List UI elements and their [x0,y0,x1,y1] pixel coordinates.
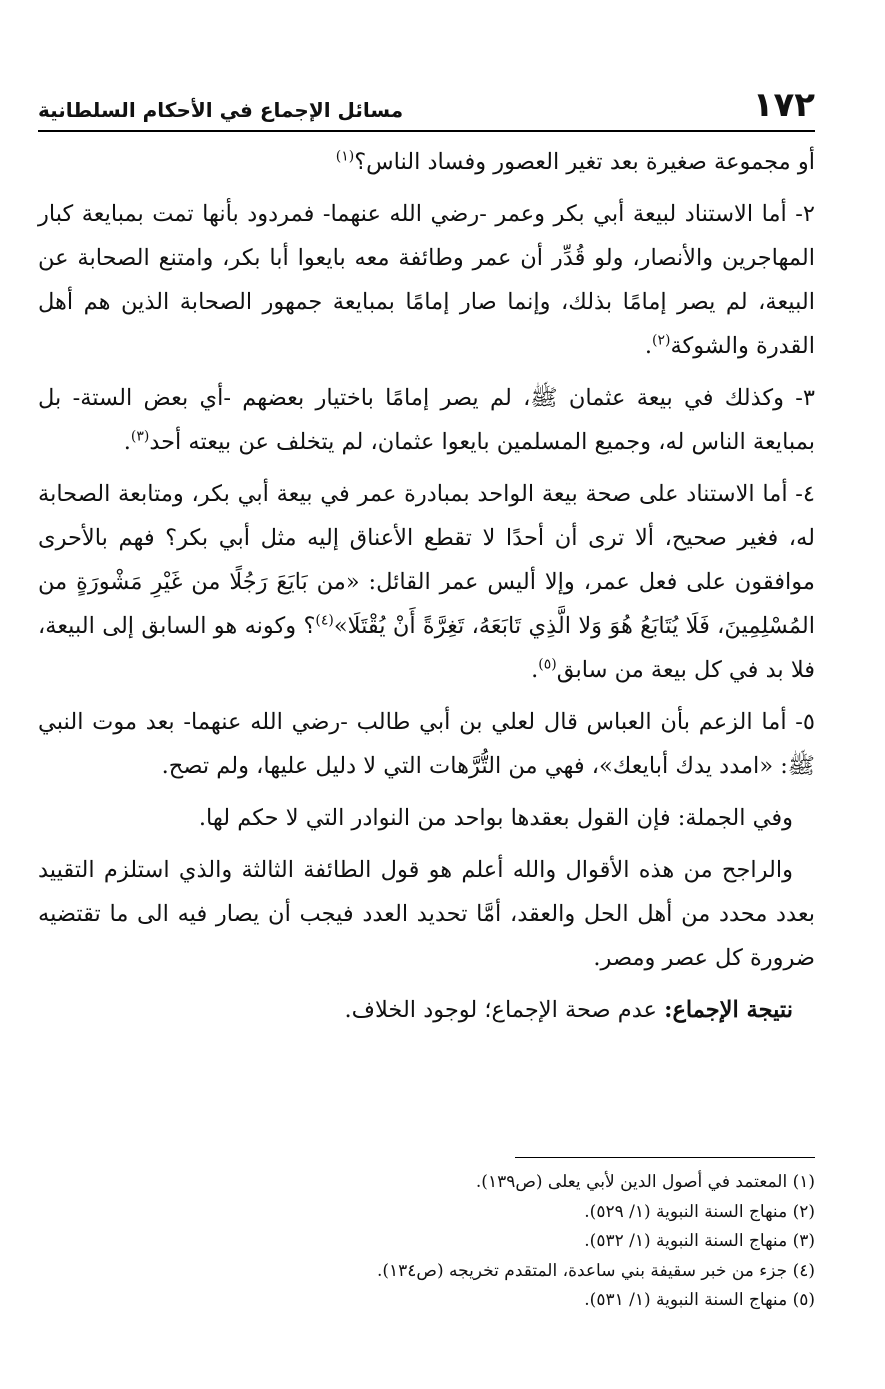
footnote-5: (٥) منهاج السنة النبوية (١/ ٥٣١). [584,1290,815,1310]
footnote-ref-3: (٣) [130,428,150,445]
paragraph-2: ٢- أما الاستناد لبيعة أبي بكر وعمر -رضي الله عنهما- فمردود بأنها تمت بمبايعة كبار المهاجرين والأنصار، ولو قُدِّر أن عمر وطائفة معه بايعوا أبا بكر، وامتنع الصحابة عن البيعة، لم يصر إمامًا بذلك، وإنما صار إمامًا بمبايعة جمهور الصحابة الذين هم أهل القدرة والشوكة$^{(٢)}$. [38,201,815,359]
conclusion-label: نتيجة الإجماع: [664,997,793,1023]
footnote-1: (١) المعتمد في أصول الدين لأبي يعلى (ص١٣٩). [475,1172,815,1192]
book-page [38,0,815,1389]
footnote-2: (٢) منهاج السنة النبوية (١/ ٥٢٩). [584,1201,815,1222]
footnote-ref-5: (٥) [538,656,557,673]
footnote-ref-2: (٢) [651,332,671,349]
paragraph-5: ٥- أما الزعم بأن العباس قال لعلي بن أبي طالب -رضي الله عنهما- بعد موت النبي ﷺ: «امدد يدك أبايعك»، فهي من التُّرَّهات التي لا دليل عليها، ولم تصح. [38,709,815,779]
footnote-ref-1: (١) [335,148,355,165]
footnote-ref-4: (٤) [315,612,334,629]
footnotes [38,1168,815,1316]
footnote-divider [515,1157,815,1158]
page-header [38,78,815,132]
paragraph-1: أو مجموعة صغيرة بعد تغير العصور وفساد الناس؟$^{(١)}$ [335,148,815,175]
footnote-4: (٤) جزء من خبر سقيفة بني ساعدة، المتقدم تخريجه (ص١٣٤). [376,1260,815,1281]
running-title: مسائل الإجماع في الأحكام السلطانية [38,98,404,122]
paragraph-6: وفي الجملة: فإن القول بعقدها بواحد من النوادر التي لا حكم لها. [198,805,793,831]
paragraph-4: ٤- أما الاستناد على صحة بيعة الواحد بمبادرة عمر في بيعة أبي بكر، ومتابعة الصحابة له، فغير صحيح، ألا ترى أن أحدًا لا تقطع الأعناق إليه مثل أبي بكر؟ فهم بالأحرى موافقون على فعل عمر، وإلا أليس عمر القائل: «من بَايَعَ رَجُلًا من غَيْرِ مَشْورَةٍ من المُسْلِمِينَ، فَلَا يُتَابَعُ هُوَ وَلا الَّذِي تَابَعَهُ، تَغِرَّةً أَنْ يُقْتَلَا»$^{(٤)}$؟ وكونه هو السابق إلى البيعة، فلا بد في كل بيعة من سابق$^{(٥)}$. [38,481,815,683]
page-number: ١٧٢ [752,85,815,125]
paragraph-7: والراجح من هذه الأقوال والله أعلم هو قول الطائفة الثالثة والذي استلزم التقييد بعدد محدد من أهل الحل والعقد، أمَّا تحديد العدد فيجب أن يصار فيه الى ما تقتضيه ضرورة كل عصر ومصر. [38,857,815,971]
footnote-3: (٣) منهاج السنة النبوية (١/ ٥٣٢). [584,1231,815,1251]
paragraph-3: ٣- وكذلك في بيعة عثمان ﷺ، لم يصر إمامًا باختيار بعضهم -أي بعض الستة- بل بمبايعة الناس له، وجميع المسلمين بايعوا عثمان، لم يتخلف عن بيعته أحد$^{(٣)}$. [38,385,815,455]
conclusion-paragraph: نتيجة الإجماع: عدم صحة الإجماع؛ لوجود الخلاف. [344,997,793,1023]
main-text [38,140,815,1040]
